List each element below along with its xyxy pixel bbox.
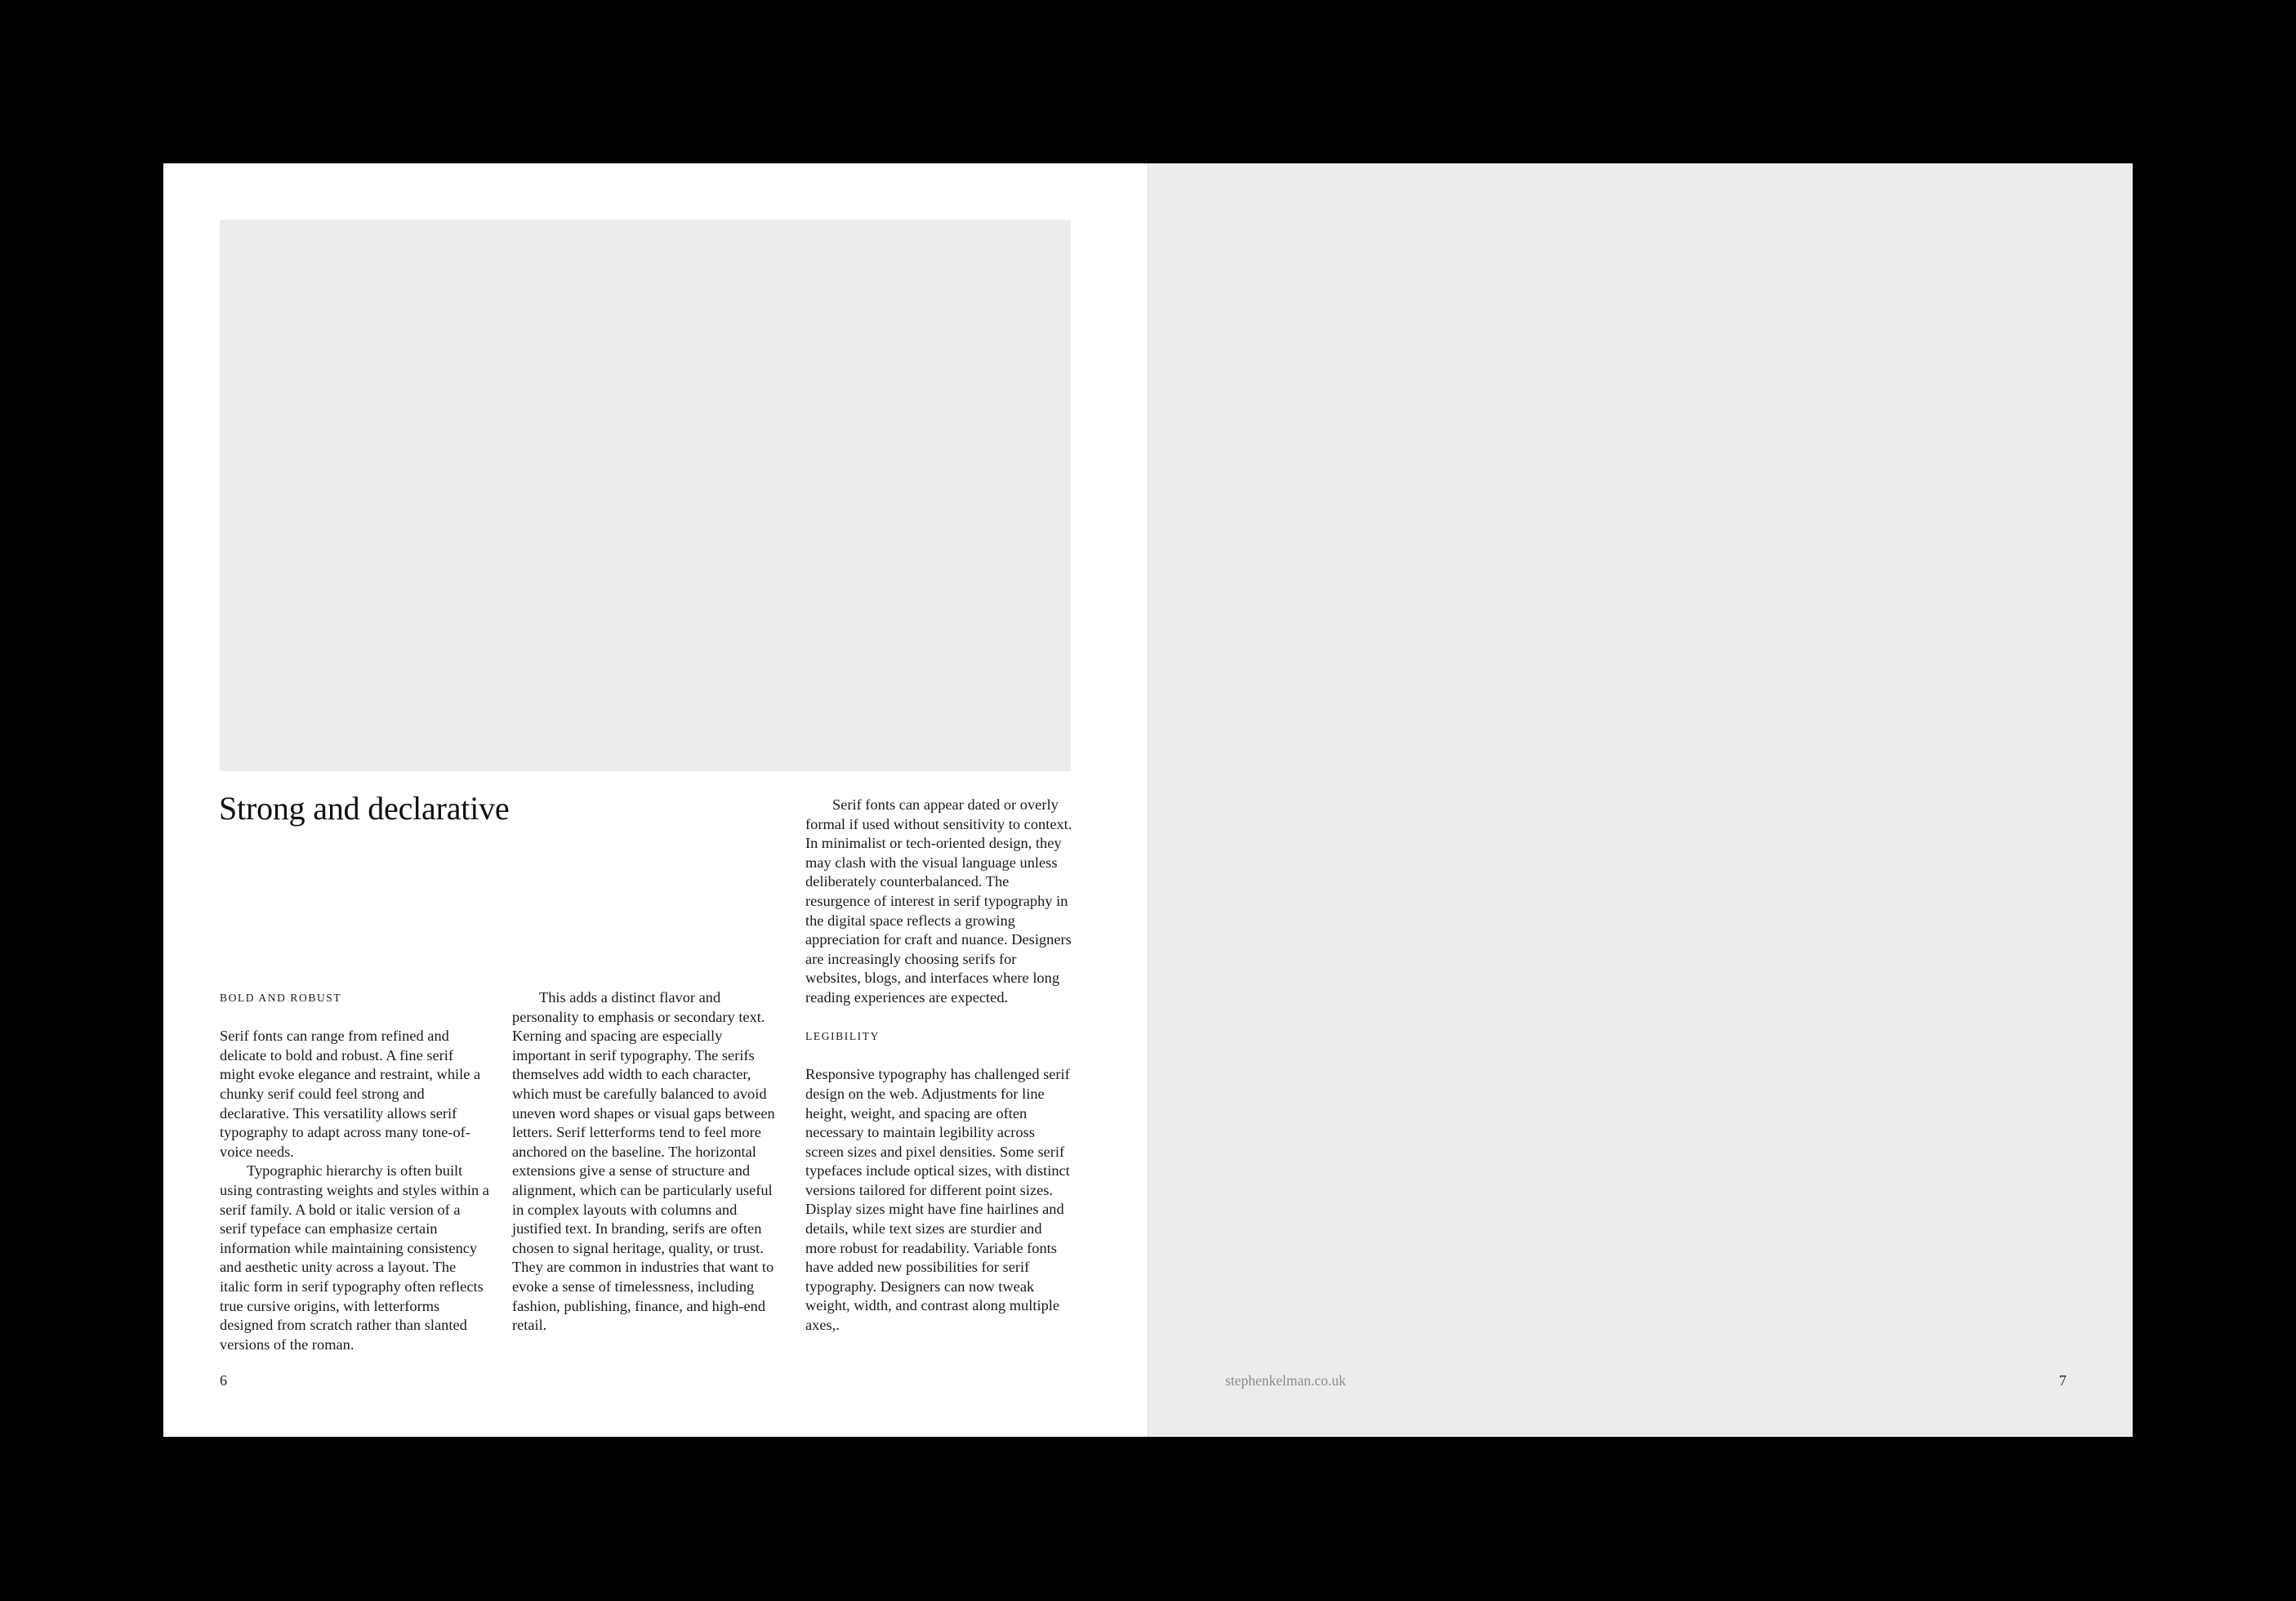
site-url: stephenkelman.co.uk [1225,1372,1346,1389]
column-2-paragraph-1: This adds a distinct flavor and personality to emphasis or secondary text. Kerning and spacing are especially important in serif typography. The serifs themselves add width to each character, which must be carefully balanced to avoid uneven word shapes or visual gaps between letters. Serif letterforms tend to feel more anchored on the baseline. The horizontal extensions give a sense of structure and alignment, which can be particularly useful in complex layouts with columns and justified text. In branding, serifs are often chosen to signal heritage, quality, or trust. They are common in industries that want to evoke a sense of timelessness, including fashion, publishing, finance, and high-end retail. [512,989,775,1334]
column-3-paragraph-1: Serif fonts can appear dated or overly formal if used without sensitivity to context. In minimalist or tech-oriented design, they may clash with the visual language unless deliberately counterbalanced. The resurgence of interest in serif typography in the digital space reflects a growing appreciation for craft and nuance. Designers are increasingly choosing serifs for websites, blogs, and interfaces where long reading experiences are expected. [805,796,1072,1006]
section-spacer [805,1008,1075,1028]
image-placeholder [220,220,1071,771]
page-headline: Strong and declarative [219,790,510,827]
left-page [163,163,1148,1437]
page-number-left: 6 [220,1372,227,1389]
text-column-2 [512,988,782,1336]
section-heading-bold-and-robust: BOLD AND ROBUST [220,992,342,1004]
book-spread [163,163,2133,1437]
heading-spacer [805,1046,1075,1066]
section-heading-legibility: LEGIBILITY [805,1030,880,1043]
text-column-1 [220,988,489,1354]
column-1-paragraph-1: Serif fonts can range from refined and delicate to bold and robust. A fine serif might evoke elegance and restraint, while a chunky serif could feel strong and declarative. This versatility allows serif typography to adapt across many tone-of-voice needs. [220,1028,481,1160]
right-page [1148,163,2133,1437]
heading-spacer [220,1008,489,1028]
text-column-3 [805,796,1075,1336]
page-number-right: 7 [2059,1372,2066,1389]
column-3-paragraph-2: Responsive typography has challenged serif design on the web. Adjustments for line height, weight, and spacing are often necessary to maintain legibility across screen sizes and pixel densities. Some serif typefaces include optical sizes, with distinct versions tailored for different point sizes. Display sizes might have fine hairlines and details, while text sizes are sturdier and more robust for readability. Variable fonts have added new possibilities for serif typography. Designers can now tweak weight, width, and contrast along multiple axes,. [805,1066,1070,1334]
column-1-paragraph-2: Typographic hierarchy is often built using contrasting weights and styles within a serif family. A bold or italic version of a serif typeface can emphasize certain information while maintaining consistency and aesthetic unity across a layout. The italic form in serif typography often reflects true cursive origins, with letterforms designed from scratch rather than slanted versions of the roman. [220,1162,489,1353]
